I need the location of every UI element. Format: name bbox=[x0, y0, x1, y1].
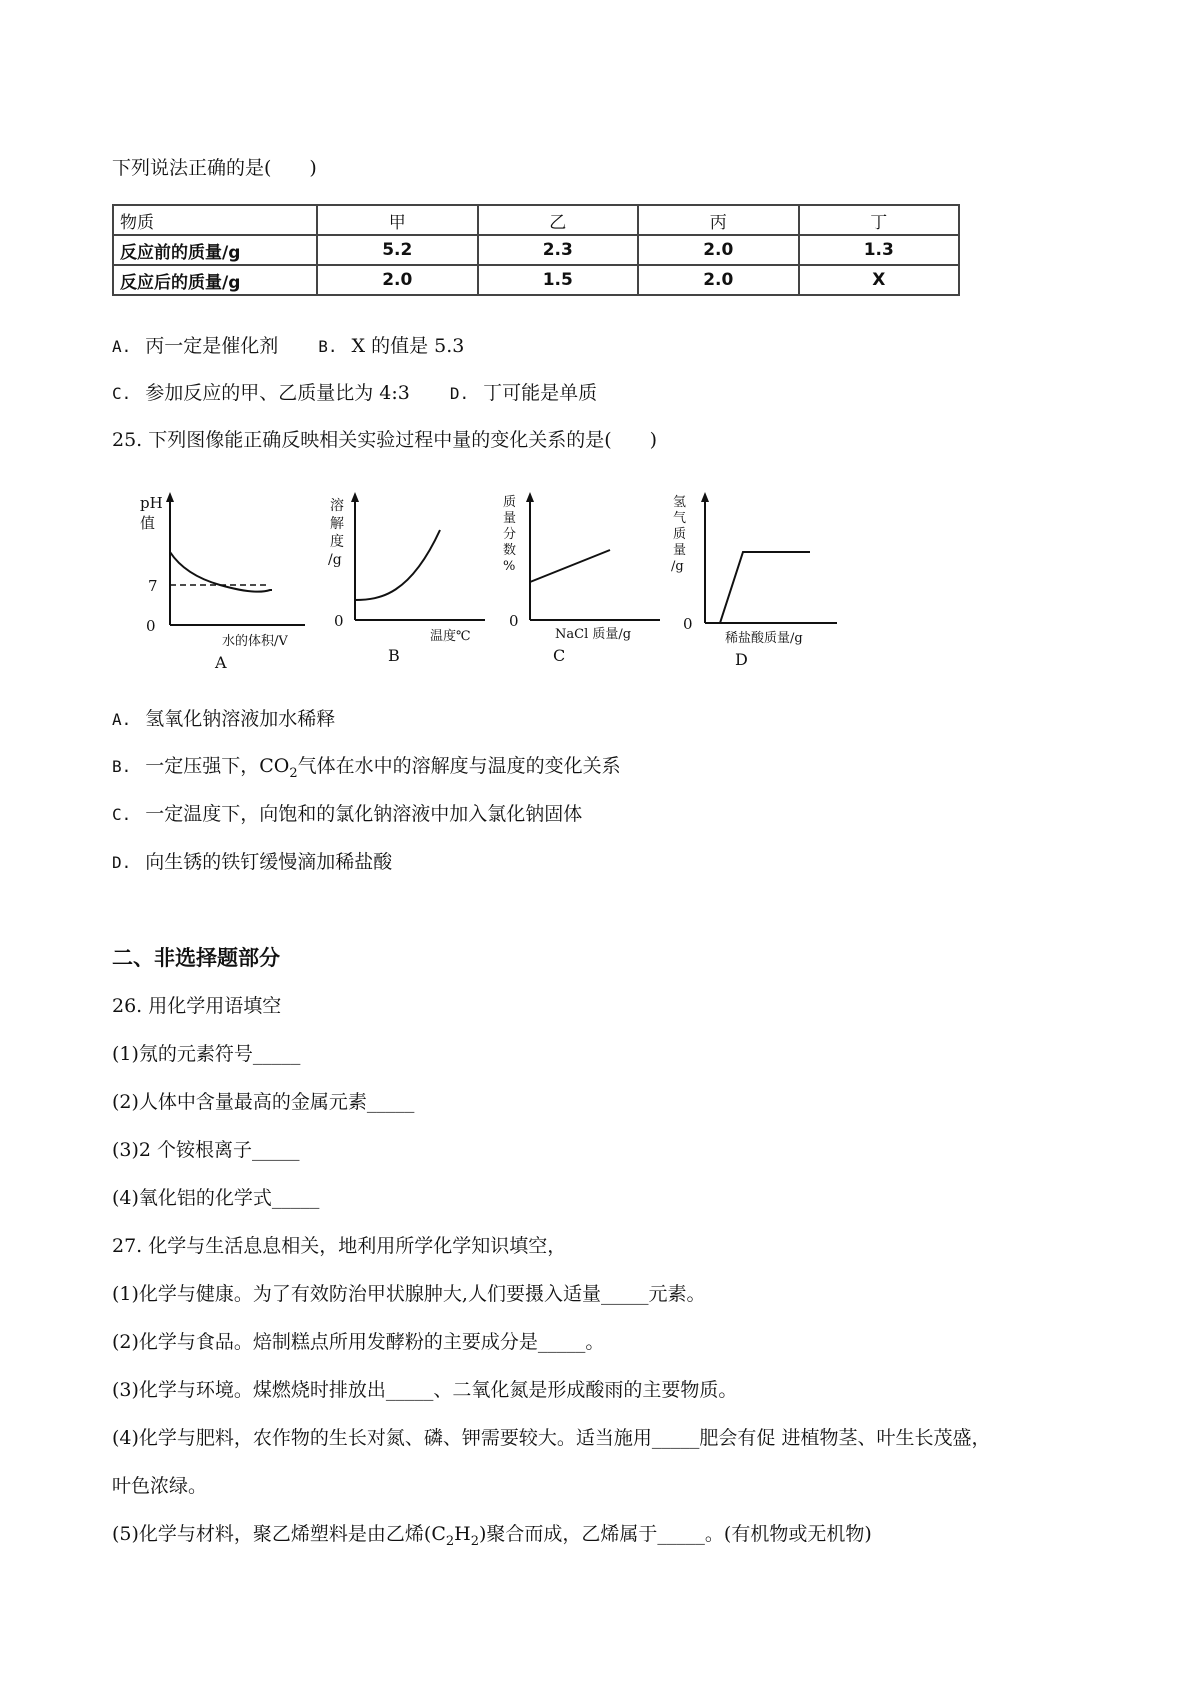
option-label: B. bbox=[112, 757, 132, 776]
y-axis-arrow bbox=[701, 492, 709, 502]
y-axis-arrow bbox=[526, 492, 534, 502]
q27-item: (3)化学与环境。煤燃烧时排放出_____、二氧化氮是形成酸雨的主要物质。 bbox=[112, 1379, 738, 1401]
table-header-row bbox=[113, 205, 959, 235]
q25-option-d bbox=[112, 849, 392, 876]
table-cell: X bbox=[799, 265, 960, 295]
y-label: 质 bbox=[673, 527, 687, 542]
hydrogen-mass-line bbox=[705, 552, 810, 623]
graph-caption: A bbox=[215, 653, 227, 672]
table-cell: 1.5 bbox=[478, 265, 639, 295]
y-label: /g bbox=[671, 559, 684, 574]
y-label: 气 bbox=[673, 511, 687, 526]
option-label: C. bbox=[112, 384, 132, 403]
item-text: H bbox=[454, 1523, 471, 1545]
table-cell: 2.0 bbox=[638, 265, 799, 295]
item-text: (5)化学与材料，聚乙烯塑料是由乙烯(C bbox=[112, 1523, 446, 1545]
y-label: 氢 bbox=[673, 495, 687, 510]
q24-intro: 下列说法正确的是( ) bbox=[112, 157, 317, 179]
table-cell: 5.2 bbox=[317, 235, 478, 265]
option-label: D. bbox=[112, 853, 132, 872]
y-label: 量 bbox=[503, 511, 517, 526]
origin-label: 0 bbox=[509, 612, 519, 630]
option-label: D. bbox=[449, 384, 470, 403]
table-cell: 丙 bbox=[638, 205, 799, 235]
option-text: 向生锈的铁钉缓慢滴加稀盐酸 bbox=[145, 851, 393, 873]
option-c-text: 参加反应的甲、乙质量比为 4:3 bbox=[145, 382, 410, 404]
q27-item-5 bbox=[112, 1521, 872, 1555]
option-b-text: X 的值是 5.3 bbox=[351, 335, 465, 357]
option-text: 氢氧化钠溶液加水稀释 bbox=[145, 708, 336, 730]
table-cell: 甲 bbox=[317, 205, 478, 235]
q27-item: (1)化学与健康。为了有效防治甲状腺肿大,人们要摄入适量_____元素。 bbox=[112, 1283, 706, 1305]
x-label: 水的体积/V bbox=[222, 634, 288, 649]
y-axis-arrow bbox=[351, 492, 359, 502]
option-a-text: 丙一定是催化剂 bbox=[145, 335, 279, 357]
option-d-text: 丁可能是单质 bbox=[483, 382, 598, 404]
option-text: 一定温度下，向饱和的氯化钠溶液中加入氯化钠固体 bbox=[145, 803, 583, 825]
graph-caption: B bbox=[388, 646, 400, 665]
q25-option-b bbox=[112, 753, 621, 787]
tick-label-7: 7 bbox=[148, 577, 158, 595]
q24-options-ab bbox=[112, 333, 464, 360]
option-text: 气体在水中的溶解度与温度的变化关系 bbox=[297, 755, 621, 777]
y-label: 值 bbox=[140, 514, 156, 532]
origin-label: 0 bbox=[334, 612, 344, 630]
q26-item: (3)2 个铵根离子_____ bbox=[112, 1139, 300, 1161]
table-cell: 2.3 bbox=[478, 235, 639, 265]
q26-item: (1)氖的元素符号_____ bbox=[112, 1043, 301, 1065]
mass-fraction-line bbox=[530, 550, 610, 582]
table-cell: 2.0 bbox=[638, 235, 799, 265]
option-label: C. bbox=[112, 805, 132, 824]
q25-option-a bbox=[112, 706, 335, 733]
origin-label: 0 bbox=[146, 617, 156, 635]
table-cell: 乙 bbox=[478, 205, 639, 235]
table-row bbox=[113, 265, 959, 295]
graph-caption: C bbox=[553, 646, 566, 665]
option-label: A. bbox=[112, 337, 132, 356]
table-cell: 2.0 bbox=[317, 265, 478, 295]
x-label: NaCl 质量/g bbox=[555, 627, 632, 642]
y-axis-arrow bbox=[166, 492, 174, 502]
solubility-curve bbox=[355, 530, 440, 600]
table-cell: 1.3 bbox=[799, 235, 960, 265]
y-label: 溶 bbox=[330, 498, 344, 514]
q26-stem: 26. 用化学用语填空 bbox=[112, 995, 282, 1017]
table-cell: 丁 bbox=[799, 205, 960, 235]
graph-b bbox=[320, 490, 490, 675]
y-label: 量 bbox=[673, 543, 687, 558]
q26-item: (2)人体中含量最高的金属元素_____ bbox=[112, 1091, 415, 1113]
mass-table bbox=[112, 204, 960, 296]
graph-c bbox=[495, 490, 665, 675]
q27-item: (4)化学与肥料，农作物的生长对氮、磷、钾需要较大。适当施用_____肥会有促 进植物茎、叶生长茂盛， bbox=[112, 1427, 991, 1449]
table-cell: 物质 bbox=[113, 205, 317, 235]
y-label: 解 bbox=[330, 516, 344, 532]
table-cell: 反应前的质量/g bbox=[113, 235, 317, 265]
y-label: 质 bbox=[503, 495, 517, 510]
graph-a bbox=[130, 490, 310, 675]
x-label: 温度℃ bbox=[430, 629, 471, 644]
table-row bbox=[113, 235, 959, 265]
y-label: pH bbox=[140, 494, 163, 512]
item-text: )聚合而成，乙烯属于_____。(有机物或无机物) bbox=[479, 1523, 872, 1545]
table-cell: 反应后的质量/g bbox=[113, 265, 317, 295]
option-label: B. bbox=[318, 337, 338, 356]
q25-stem: 25. 下列图像能正确反映相关实验过程中量的变化关系的是( ) bbox=[112, 429, 658, 451]
option-label: A. bbox=[112, 710, 132, 729]
subscript: 2 bbox=[445, 1533, 455, 1549]
section-title: 二、非选择题部分 bbox=[112, 946, 280, 970]
y-label: 分 bbox=[503, 527, 517, 542]
y-label: 度 bbox=[330, 534, 344, 550]
q26-item: (4)氧化铝的化学式_____ bbox=[112, 1187, 320, 1209]
y-label: % bbox=[503, 559, 516, 574]
graph-d bbox=[665, 490, 840, 675]
subscript: 2 bbox=[470, 1533, 480, 1549]
q27-stem: 27. 化学与生活息息相关，地利用所学化学知识填空， bbox=[112, 1235, 567, 1257]
q24-options-cd bbox=[112, 380, 597, 407]
q25-option-c bbox=[112, 801, 582, 828]
x-label: 稀盐酸质量/g bbox=[725, 631, 803, 646]
subscript: 2 bbox=[289, 765, 298, 781]
y-label: /g bbox=[328, 552, 342, 568]
y-label: 数 bbox=[503, 543, 517, 558]
origin-label: 0 bbox=[683, 615, 693, 633]
option-text: 一定压强下，CO bbox=[145, 755, 290, 777]
graph-caption: D bbox=[735, 650, 748, 669]
q27-item-continued: 叶色浓绿。 bbox=[112, 1475, 208, 1497]
q27-item: (2)化学与食品。焙制糕点所用发酵粉的主要成分是_____。 bbox=[112, 1331, 605, 1353]
